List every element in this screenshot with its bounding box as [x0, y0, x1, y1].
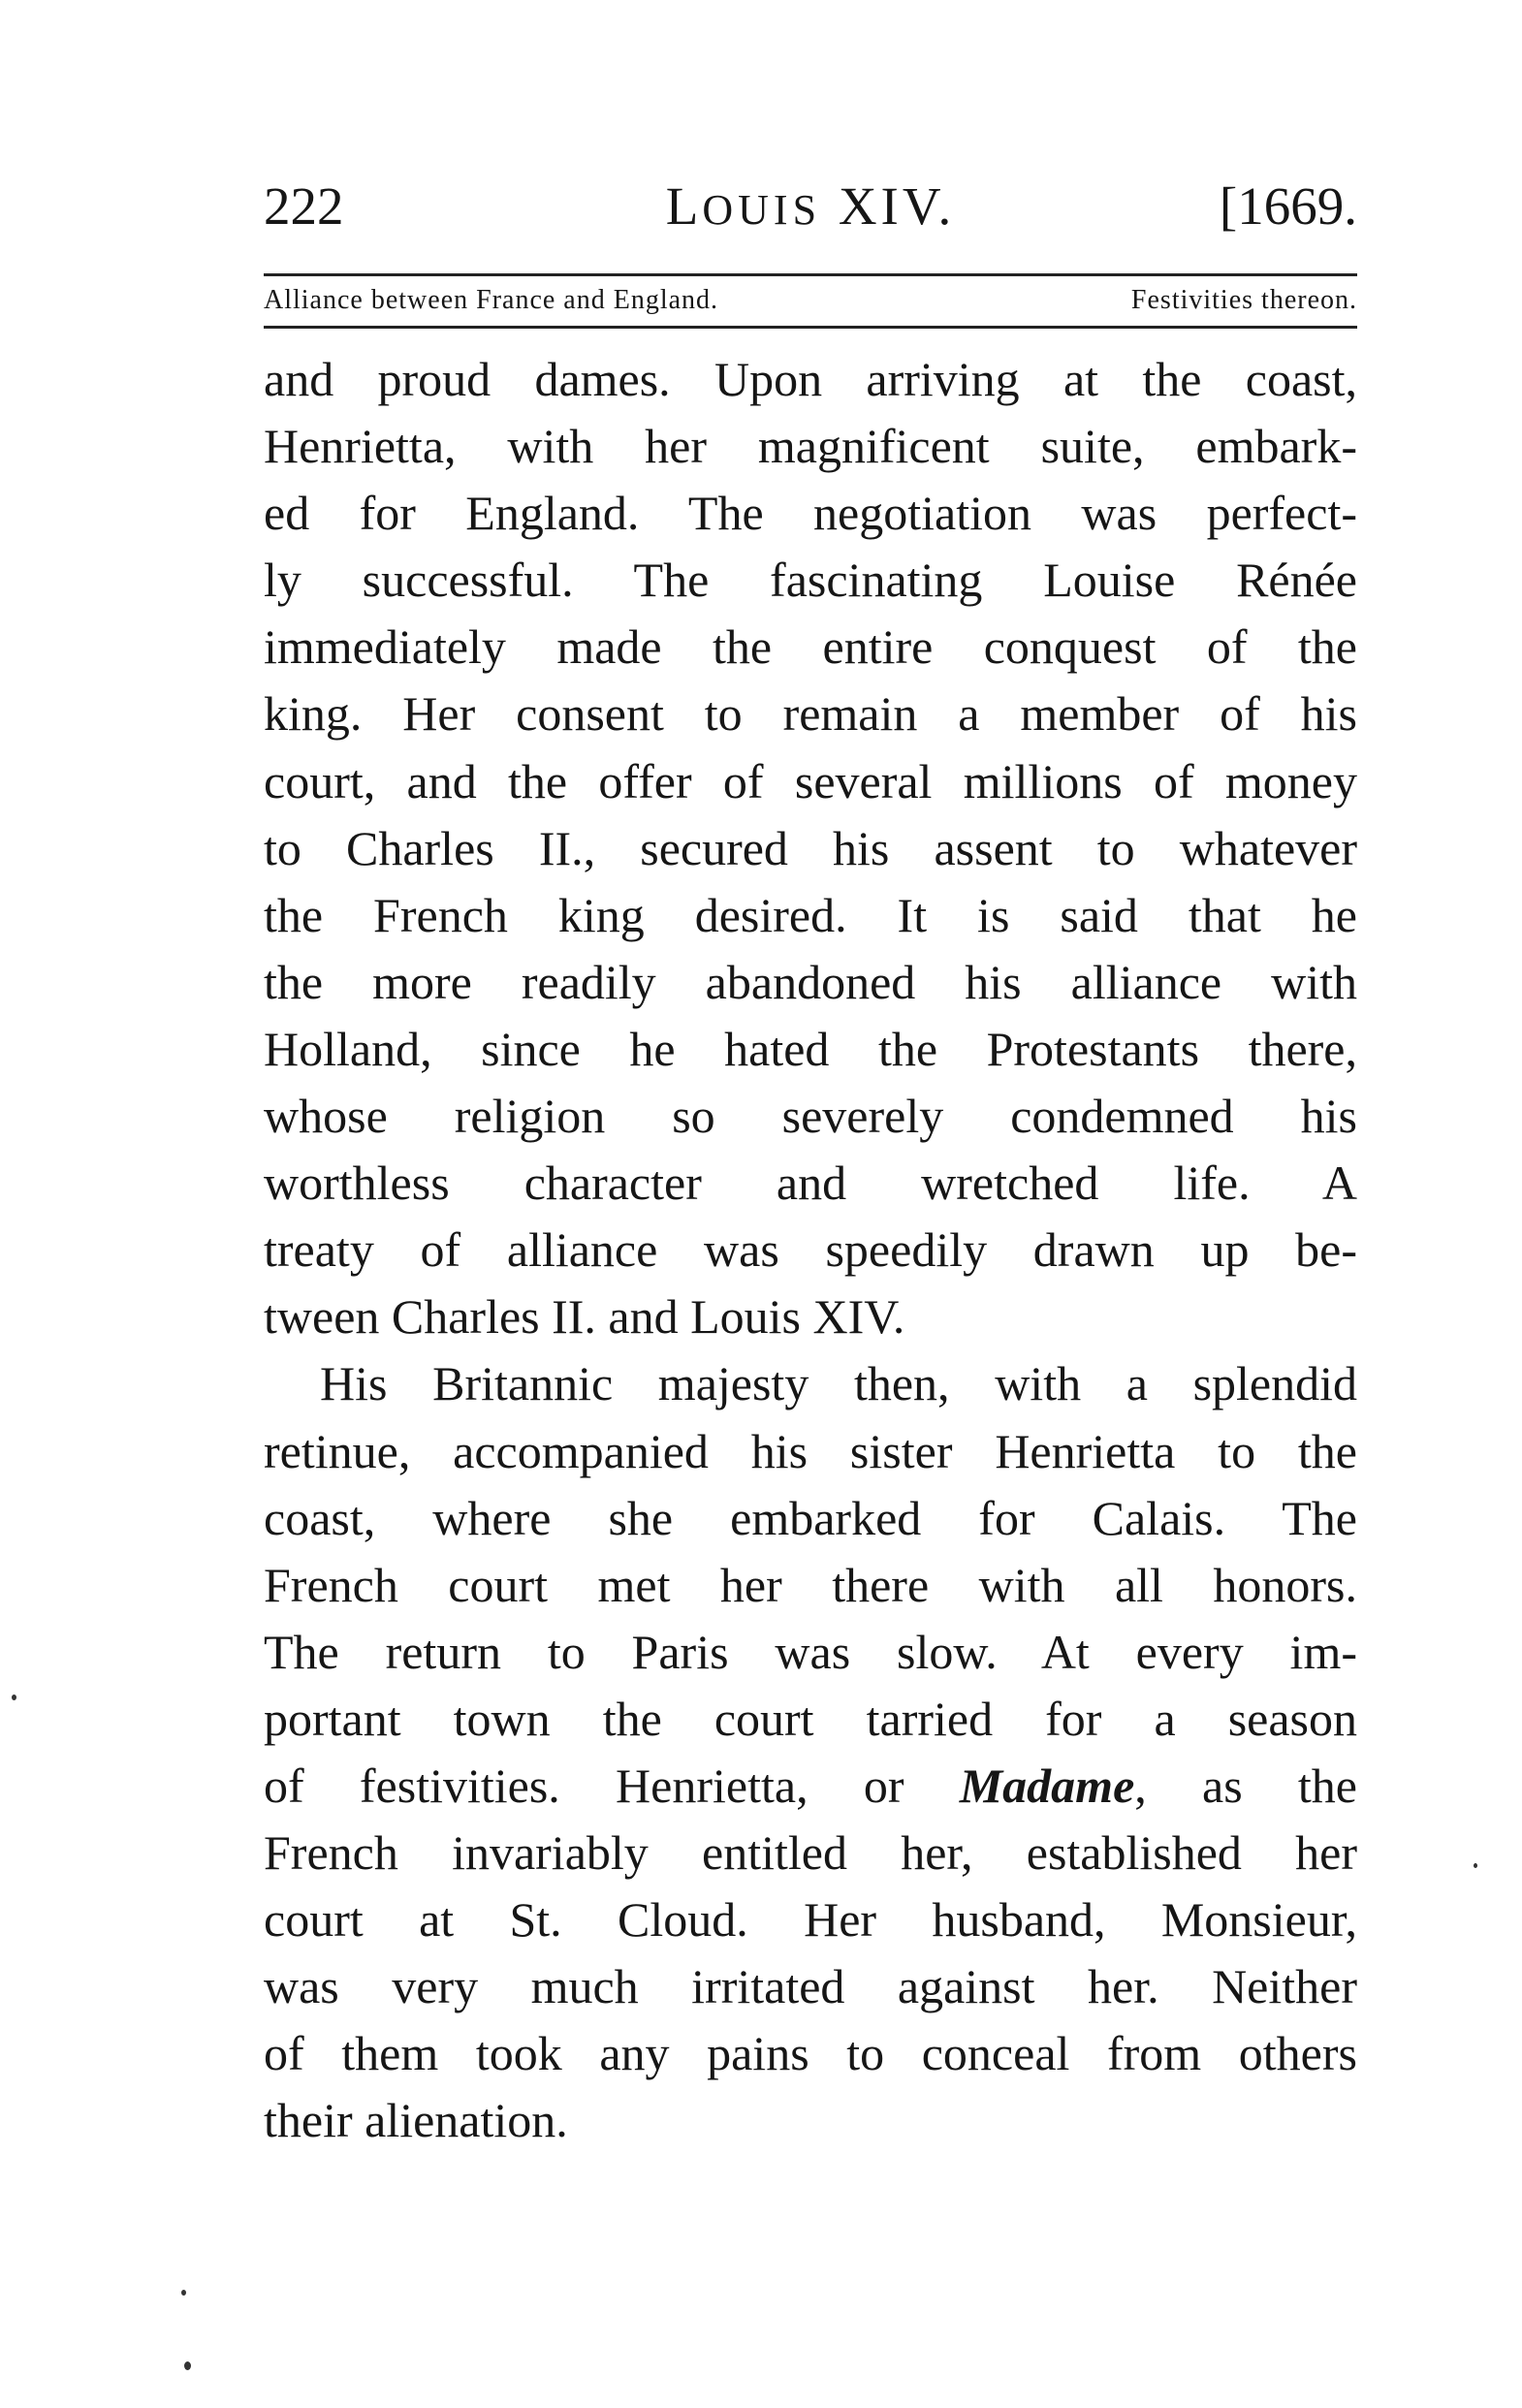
- scan-speck: [184, 2361, 191, 2370]
- page-number: 222: [264, 176, 344, 236]
- text-line: and proud dames. Upon arriving at the coast,: [264, 352, 1357, 406]
- scan-speck: [181, 2290, 186, 2296]
- text-line: The return to Paris was slow. At every im-: [264, 1624, 1357, 1679]
- subhead-left: Alliance between France and England.: [264, 285, 719, 315]
- text-line: French court met her there with all honors.: [264, 1557, 1357, 1612]
- scan-speck: [1474, 1863, 1477, 1868]
- text-line: ed for England. The negotiation was perfect-: [264, 486, 1357, 541]
- text-line: Holland, since he hated the Protestants there,: [264, 1021, 1357, 1076]
- text-line: of them took any pains to conceal from others: [264, 2026, 1357, 2081]
- text-line: to Charles II., secured his assent to whatever: [264, 820, 1357, 875]
- text-line: immediately made the entire conquest of the: [264, 619, 1357, 675]
- text-line: tween Charles II. and Louis XIV.: [264, 1289, 905, 1345]
- text-line: court, and the offer of several millions of money: [264, 753, 1357, 808]
- emphasis-madame: Madame: [959, 1758, 1135, 1813]
- text-line: the more readily abandoned his alliance with: [264, 954, 1357, 1009]
- text-line: coast, where she embarked for Calais. The: [264, 1490, 1357, 1545]
- text-line: French invariably entitled her, established her: [264, 1825, 1357, 1881]
- text-line: was very much irritated against her. Neither: [264, 1959, 1357, 2014]
- text-run: , as the: [1134, 1758, 1357, 1813]
- header-rule-top: [264, 273, 1357, 276]
- running-head: [264, 173, 1357, 240]
- book-title: [264, 173, 1357, 244]
- body-text: [264, 346, 1357, 2155]
- text-line: Henrietta, with her magnificent suite, embark-: [264, 419, 1357, 474]
- book-title-initial: L: [665, 176, 703, 236]
- text-line: retinue, accompanied his sister Henrietta to the: [264, 1423, 1357, 1478]
- text-line: treaty of alliance was speedily drawn up be-: [264, 1222, 1357, 1278]
- subhead: [264, 281, 1357, 320]
- book-title-smallcaps: OUIS: [702, 186, 822, 234]
- text-line: whose religion so severely condemned his: [264, 1089, 1357, 1144]
- text-line: the French king desired. It is said that he: [264, 887, 1357, 942]
- scan-speck: [12, 1695, 16, 1700]
- year: [1669.: [1219, 176, 1357, 236]
- subhead-right: Festivities thereon.: [1130, 285, 1357, 315]
- text-line: His Britannic majesty then, with a splendid: [320, 1356, 1357, 1411]
- text-line: worthless character and wretched life. A: [264, 1156, 1357, 1211]
- text-line: [264, 1753, 1357, 1820]
- book-title-numeral: XIV.: [838, 176, 956, 236]
- paragraph: [264, 1350, 1357, 2154]
- header-rule-bottom: [264, 326, 1357, 329]
- text-line: their alienation.: [264, 2093, 568, 2148]
- text-line: king. Her consent to remain a member of his: [264, 686, 1357, 742]
- paragraph: [264, 346, 1357, 1350]
- text-run: of festivities. Henrietta, or: [264, 1758, 960, 1813]
- text-line: portant town the court tarried for a season: [264, 1691, 1357, 1746]
- text-line: court at St. Cloud. Her husband, Monsieur,: [264, 1892, 1357, 1948]
- text-line: ly successful. The fascinating Louise Rénée: [264, 553, 1357, 608]
